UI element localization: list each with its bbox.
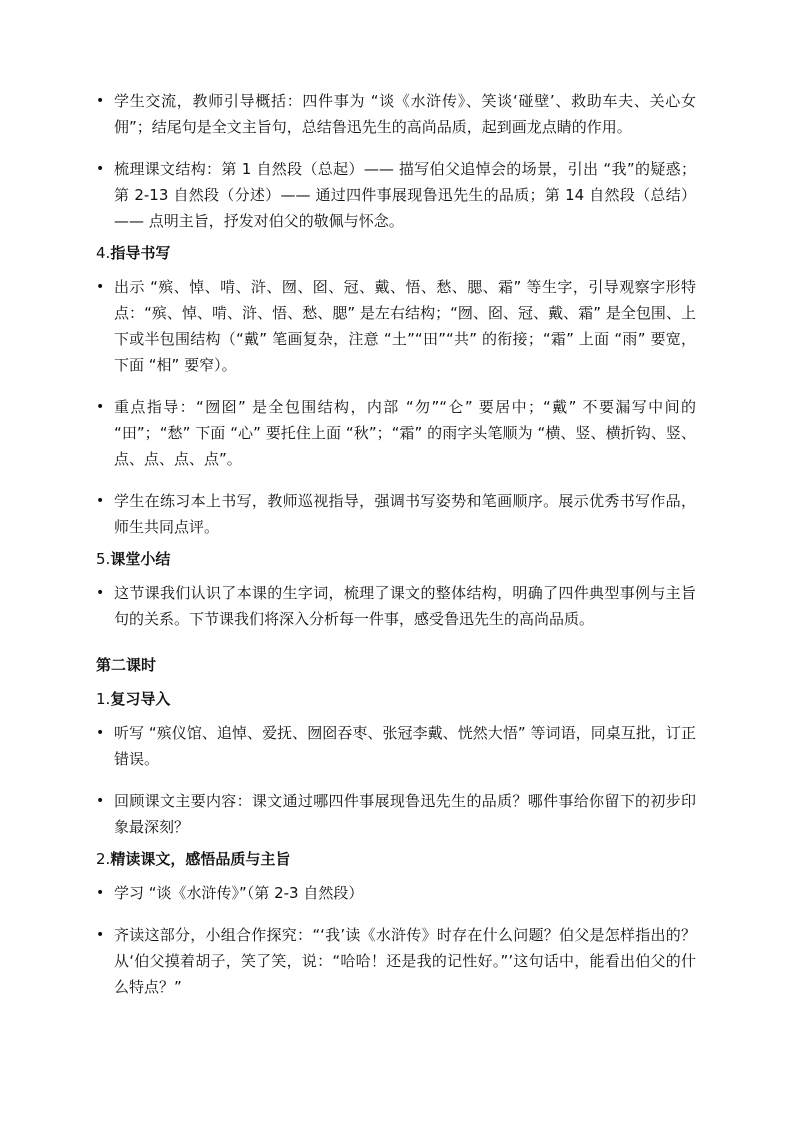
list-item	[96, 720, 696, 772]
list-item	[96, 788, 696, 840]
paragraph-text: 学习 “谈《水浒传》”（第 2-3 自然段）	[114, 884, 364, 902]
bullet-dot: •	[96, 399, 105, 415]
paragraph-text: 齐读这部分，小组合作探究：“‘我’读《水浒传》时存在什么问题？伯父是怎样指出的？从‘伯父摸着胡子，笑了笑，说：“哈哈！还是我的记性好。”’这句话中，能看出伯父的什么特点？”	[114, 926, 696, 996]
list-item	[96, 880, 696, 906]
section-title: 第二课时	[96, 656, 157, 674]
paragraph-text: 梳理课文结构：第 1 自然段（总起）—— 描写伯父追悼会的场景，引出 “我”的疑惑；第 2-13 自然段（分述）—— 通过四件事展现鲁迅先生的品质；第 14 自然段（总结）—— 点明主旨，抒发对伯父的敬佩与怀念。	[114, 160, 696, 230]
bullet-dot: •	[96, 161, 105, 177]
step-heading	[96, 686, 696, 712]
bullet-dot: •	[96, 585, 105, 601]
paragraph-text: 这节课我们认识了本课的生字词，梳理了课文的整体结构，明确了四件典型事例与主旨句的关系。下节课我们将深入分析每一件事，感受鲁迅先生的高尚品质。	[114, 584, 696, 628]
list-item	[96, 394, 696, 472]
list-item	[96, 88, 696, 140]
step-heading	[96, 846, 696, 872]
bullet-dot: •	[96, 279, 105, 295]
bullet-dot: •	[96, 93, 105, 109]
paragraph-text: 学生交流，教师引导概括：四件事为 “谈《水浒传》、笑谈‘碰壁’、救助车夫、关心女佣”；结尾句是全文主旨句，总结鲁迅先生的高尚品质，起到画龙点睛的作用。	[114, 92, 696, 136]
bullet-dot: •	[96, 885, 105, 901]
paragraph-text: 重点指导：“囫囵” 是全包围结构，内部 “勿”“仑” 要居中；“戴” 不要漏写中间的 “田”；“愁” 下面 “心” 要托住上面 “秋”；“霜” 的雨字头笔顺为 “横、竖、横折钩、竖、点、点、点、点”。	[114, 398, 696, 468]
list-item	[96, 156, 696, 234]
step-title: 指导书写	[110, 244, 171, 262]
step-heading	[96, 546, 696, 572]
step-number: 5.	[96, 550, 111, 568]
step-heading	[96, 240, 696, 266]
bullet-dot: •	[96, 493, 105, 509]
list-item	[96, 274, 696, 378]
list-item	[96, 922, 696, 1000]
bullet-dot: •	[96, 927, 105, 943]
step-title: 复习导入	[110, 690, 171, 708]
document-page	[96, 88, 696, 1000]
bullet-dot: •	[96, 793, 105, 809]
list-item	[96, 488, 696, 540]
paragraph-text: 回顾课文主要内容：课文通过哪四件事展现鲁迅先生的品质？哪件事给你留下的初步印象最深刻？	[114, 792, 696, 836]
bullet-dot: •	[96, 725, 105, 741]
step-number: 4.	[96, 244, 111, 262]
step-number: 1.	[96, 690, 111, 708]
paragraph-text: 学生在练习本上书写，教师巡视指导，强调书写姿势和笔画顺序。展示优秀书写作品，师生共同点评。	[114, 492, 696, 536]
paragraph-text: 听写 “殡仪馆、追悼、爱抚、囫囵吞枣、张冠李戴、恍然大悟” 等词语，同桌互批，订正错误。	[114, 724, 696, 768]
step-title: 精读课文，感悟品质与主旨	[110, 850, 291, 868]
paragraph-text: 出示 “殡、悼、啃、浒、囫、囵、冠、戴、悟、愁、腮、霜” 等生字，引导观察字形特点：“殡、悼、啃、浒、悟、愁、腮” 是左右结构；“囫、囵、冠、戴、霜” 是全包围、上下或半包围结构（“戴” 笔画复杂，注意 “土”“田”“共” 的衔接；“霜” 上面 “雨” 要宽，下面 “相” 要窄）。	[114, 278, 696, 374]
step-title: 课堂小结	[110, 550, 171, 568]
step-number: 2.	[96, 850, 111, 868]
list-item	[96, 580, 696, 632]
